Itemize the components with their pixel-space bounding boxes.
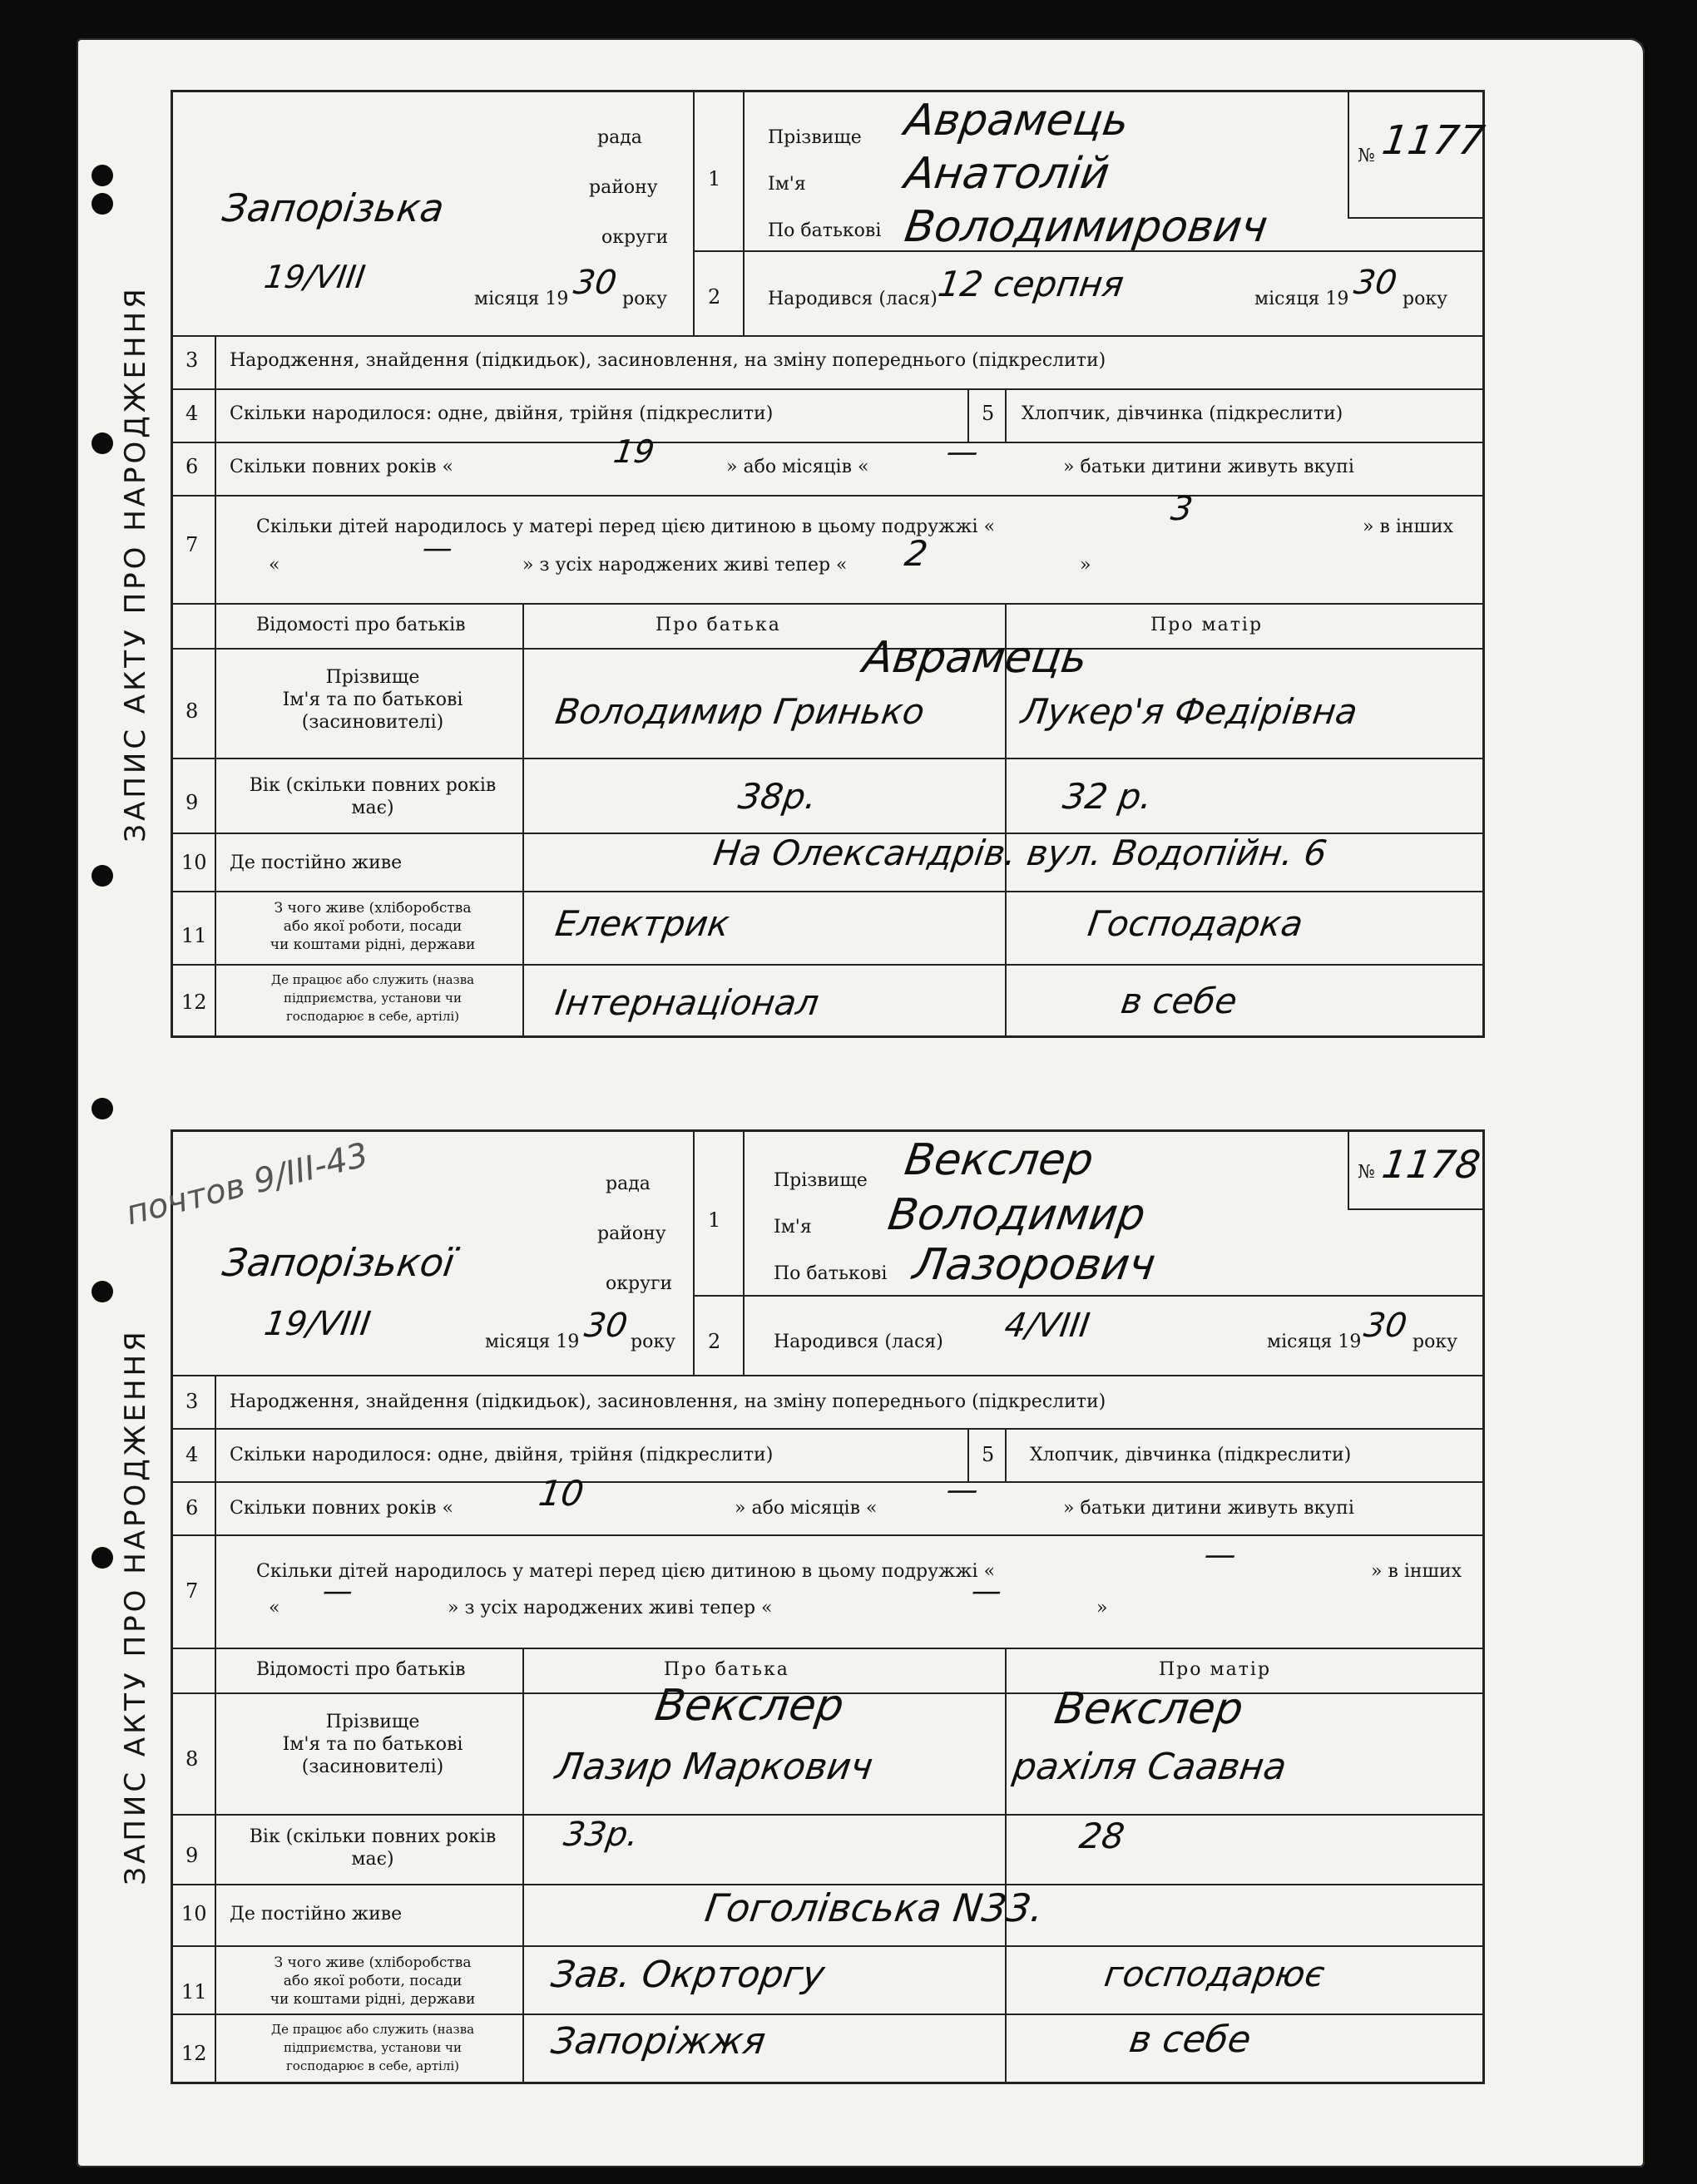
label-born: Народився (лася) bbox=[774, 1332, 943, 1352]
row7-alive-label: » з усіх народжених живі тепер « bbox=[448, 1598, 773, 1618]
hw-residence: Гоголівська N33. bbox=[702, 1885, 1046, 1930]
hw-father-occupation: Зав. Окрторгу bbox=[548, 1954, 828, 1996]
hw-name: Володимир bbox=[884, 1190, 1149, 1240]
hw-father-name: Володимир Гринько bbox=[552, 691, 928, 732]
row8-label: Прізвище Ім'я та по батькові (засиновителі) bbox=[282, 667, 463, 733]
label-rayonu: району bbox=[589, 177, 658, 198]
row11-label: З чого живе (хліборобства або якої роботи, посади чи коштами рідні, держави bbox=[270, 900, 476, 953]
row4-count: Скільки народилося: одне, двійня, трійня (підкреслити) bbox=[230, 403, 774, 424]
hw-father-work: Інтернаціонал bbox=[552, 982, 822, 1023]
row7-children-label: Скільки дітей народилось у матері перед цією дитиною в цьому подружжі « bbox=[256, 516, 996, 537]
hw-father-occupation: Електрик bbox=[552, 903, 732, 944]
hw-surname: Векслер bbox=[901, 1135, 1097, 1185]
hw-mother-occupation: господарює bbox=[1101, 1954, 1328, 1994]
hw-mother-age: 28 bbox=[1076, 1816, 1127, 1856]
row9-label: Вік (скільки повних років має) bbox=[249, 1826, 497, 1870]
row8-label: Прізвище Ім'я та по батькові (засиновителі) bbox=[282, 1712, 463, 1777]
label-patronymic: По батькові bbox=[768, 220, 882, 241]
header-mother: Про матір bbox=[1150, 615, 1264, 635]
label-number: № bbox=[1358, 146, 1375, 166]
label-okrugy: округи bbox=[606, 1273, 673, 1294]
row6-together-label: » батьки дитини живуть вкупі bbox=[1063, 1498, 1354, 1519]
row5-sex: Хлопчик, дівчинка (підкреслити) bbox=[1030, 1445, 1352, 1465]
header-mother: Про матір bbox=[1159, 1659, 1272, 1680]
row7-children-label: Скільки дітей народилось у матері перед цією дитиною в цьому подружжі « bbox=[256, 1561, 996, 1582]
label-surname: Прізвище bbox=[774, 1170, 868, 1191]
hw-born-day: 12 серпня bbox=[935, 264, 1127, 304]
label-roku: року bbox=[631, 1332, 676, 1352]
hw-months-together: — bbox=[943, 1471, 982, 1508]
label-month-year-2: місяця 19 bbox=[1267, 1332, 1362, 1352]
label-number: № bbox=[1358, 1162, 1375, 1183]
hw-residence: На Олександрів. вул. Водопійн. 6 bbox=[710, 833, 1330, 873]
label-roku-2: року bbox=[1413, 1332, 1458, 1352]
hw-surname: Аврамець bbox=[901, 96, 1132, 146]
label-rayonu: району bbox=[597, 1223, 666, 1244]
row6-months-label: » або місяців « bbox=[735, 1498, 878, 1519]
row7-quote-open: « bbox=[269, 555, 280, 576]
header-father: Про батька bbox=[656, 615, 781, 635]
hw-mother-age: 32 р. bbox=[1060, 776, 1155, 817]
postal-stamp-note: почтов 9/III-43 bbox=[121, 1135, 373, 1233]
row6-years-label: Скільки повних років « bbox=[230, 457, 453, 477]
hw-patronymic: Володимирович bbox=[901, 202, 1271, 252]
hw-children-other: — bbox=[320, 1574, 355, 1608]
hw-okrug: Запорізької bbox=[220, 1240, 458, 1285]
label-roku: року bbox=[622, 289, 668, 309]
row7-alive-label: » з усіх народжених живі тепер « bbox=[522, 555, 848, 576]
hw-parents-surname: Аврамець bbox=[859, 633, 1091, 683]
hw-record-number: 1178 bbox=[1379, 1142, 1483, 1187]
row10-label: Де постійно живе bbox=[230, 1904, 403, 1925]
row7-other-label: » в інших bbox=[1371, 1561, 1462, 1582]
row4-count: Скільки народилося: одне, двійня, трійня (підкреслити) bbox=[230, 1445, 774, 1465]
row7-other-label: » в інших bbox=[1363, 516, 1454, 537]
hw-months-together: — bbox=[943, 433, 982, 470]
label-okrugy: округи bbox=[601, 227, 669, 248]
header-father: Про батька bbox=[664, 1659, 789, 1680]
hw-year-reg: 30 bbox=[571, 264, 620, 302]
hw-name: Анатолій bbox=[901, 149, 1113, 199]
row3-event-type: Народження, знайдення (підкидьок), засиновлення, на зміну попереднього (підкреслити) bbox=[230, 1391, 1106, 1412]
hw-father-work: Запоріжжя bbox=[548, 2020, 769, 2063]
row12-label: Де працює або служить (назва підприємства, установи чи господарює в себе, артілі) bbox=[270, 972, 475, 1024]
hw-born-year: 30 bbox=[1351, 264, 1400, 302]
hw-children-this: — bbox=[1201, 1536, 1239, 1573]
hw-year-reg: 30 bbox=[581, 1307, 631, 1345]
hw-mother-surname: Векслер bbox=[1051, 1684, 1247, 1734]
side-title: ЗАПИС АКТУ ПРО НАРОДЖЕННЯ bbox=[119, 285, 152, 842]
row7-quote-close: » bbox=[1080, 555, 1091, 576]
hw-father-age: 38р. bbox=[735, 776, 819, 817]
row7-quote-open: « bbox=[269, 1598, 280, 1618]
label-month-year: місяця 19 bbox=[485, 1332, 580, 1352]
row7-quote-close: » bbox=[1096, 1598, 1108, 1618]
row3-event-type: Народження, знайдення (підкидьок), засиновлення, на зміну попереднього (підкреслити) bbox=[230, 350, 1106, 371]
hw-children-this: 3 bbox=[1168, 490, 1195, 528]
hw-mother-name: рахіля Саавна bbox=[1010, 1746, 1289, 1788]
hw-born-day: 4/VIII bbox=[1002, 1307, 1092, 1345]
hw-patronymic: Лазорович bbox=[909, 1240, 1159, 1290]
birth-record-2: ЗАПИС АКТУ ПРО НАРОДЖЕННЯ почтов 9/III-43 рада району округи Запорізької 19/VIII місяця 19 30 року 1 2 Прізвище Ім'я По батькові Векслер Володимир Лазорович Народився (лася) 4/VIII місяця 19 30 року № 1178 3 Народження, знайдення (підкидьок), засиновлення, на зміну попереднього (підкреслити) 4 Скільки народилося: одне, двійня, трійня (підкреслити) 5 Хлопчик, дівчинка (підкреслити) 6 Скільки повних років « 10 » або місяців « — » батьки дитини живуть вкупі 7 Скільки дітей народилось у матері перед цією дитиною в цьому подружжі « — » в інших « — » з усіх народжених живі тепер « — » Відомості про батьків Про батька Про матір 8 Прізвище Ім'я та по батькові (засиновителі) Векслер Векслер Лазир Маркович рахіля Саавна 9 Вік (скільки повних років має) 33р. 28 10 Де постійно живе Гоголівська N33. 11 З чого живе (хліборобства або якої роботи, посади чи коштами рідні, держави Зав. Окрторгу господарює 12 Де працює або служить (назва підприємства, установи чи господарює в себе, артілі) Запоріжжя в себе bbox=[171, 1129, 1485, 2084]
hw-father-name: Лазир Маркович bbox=[552, 1746, 876, 1788]
label-roku-2: року bbox=[1403, 289, 1448, 309]
hw-mother-occupation: Господарка bbox=[1085, 903, 1306, 944]
hw-mother-work: в себе bbox=[1118, 981, 1240, 1021]
label-month-year-2: місяця 19 bbox=[1254, 289, 1349, 309]
row12-label: Де працює або служить (назва підприємства, установи чи господарює в себе, артілі) bbox=[270, 2022, 475, 2073]
hw-years-together: 10 bbox=[536, 1473, 586, 1514]
hw-mother-work: в себе bbox=[1126, 2018, 1254, 2061]
label-month-year: місяця 19 bbox=[474, 289, 569, 309]
row11-label: З чого живе (хліборобства або якої роботи, посади чи коштами рідні, держави bbox=[270, 1954, 476, 2008]
label-rada: рада bbox=[597, 127, 642, 148]
hw-children-alive: 2 bbox=[902, 533, 931, 574]
hw-father-surname: Векслер bbox=[651, 1681, 848, 1731]
label-surname: Прізвище bbox=[768, 127, 862, 148]
row5-sex: Хлопчик, дівчинка (підкреслити) bbox=[1022, 403, 1343, 424]
label-name: Ім'я bbox=[768, 174, 806, 195]
label-patronymic: По батькові bbox=[774, 1263, 888, 1284]
hw-born-year: 30 bbox=[1361, 1307, 1410, 1345]
hw-record-number: 1177 bbox=[1379, 117, 1488, 164]
birth-record-1: ЗАПИС АКТУ ПРО НАРОДЖЕННЯ рада району округи Запорізька 19/VIII місяця 19 30 року 1 2 Прізвище Ім'я По батькові Аврамець Анатолій Володимирович Народився (лася) 12 серпня місяця 19 30 року № 1177 3 Народження, знайдення (підкидьок), засиновлення, на зміну попереднього (підкреслити) 4 Скільки народилося: одне, двійня, трійня (підкреслити) 5 Хлопчик, дівчинка (підкреслити) 6 Скільки повних років « 19 » або місяців « — » батьки дитини живуть вкупі 7 Скільки дітей народилось у матері перед цією дитиною в цьому подружжі « 3 » в інших « — » з усіх народжених живі тепер « 2 » Відомості про батьків Про батька Про матір 8 Прізвище Ім'я та по батькові (засиновителі) Аврамець Володимир Гринько Лукер'я Федірівна 9 Вік (скільки повних років має) 38р. 32 р. 10 Де постійно живе На Олександрів. вул. Водопійн. 6 11 З чого живе (хліборобства або якої роботи, посади чи коштами рідні, держави Електрик Господарка 12 Де працює або служить (назва підприємства, установи чи господарює в себе, артілі) Інтернаціонал в себе bbox=[171, 90, 1485, 1038]
hw-years-together: 19 bbox=[611, 433, 657, 470]
label-rada: рада bbox=[606, 1174, 651, 1194]
row10-label: Де постійно живе bbox=[230, 852, 403, 873]
header-parents-info: Відомості про батьків bbox=[256, 615, 466, 635]
hw-okrug: Запорізька bbox=[220, 185, 448, 230]
label-born: Народився (лася) bbox=[768, 289, 938, 309]
row6-months-label: » або місяців « bbox=[726, 457, 869, 477]
row6-together-label: » батьки дитини живуть вкупі bbox=[1063, 457, 1354, 477]
row6-years-label: Скільки повних років « bbox=[230, 1498, 453, 1519]
header-parents-info: Відомості про батьків bbox=[256, 1659, 466, 1680]
hw-children-other: — bbox=[420, 531, 455, 566]
side-title: ЗАПИС АКТУ ПРО НАРОДЖЕННЯ bbox=[119, 1328, 152, 1885]
hw-mother-name: Лукер'я Федірівна bbox=[1018, 691, 1360, 732]
row9-label: Вік (скільки повних років має) bbox=[249, 775, 497, 818]
label-name: Ім'я bbox=[774, 1217, 812, 1238]
hw-father-age: 33р. bbox=[561, 1816, 641, 1854]
hw-children-alive: — bbox=[969, 1574, 1004, 1608]
hw-date-reg: 19/VIII bbox=[261, 1305, 374, 1343]
hw-date-reg: 19/VIII bbox=[261, 259, 368, 295]
